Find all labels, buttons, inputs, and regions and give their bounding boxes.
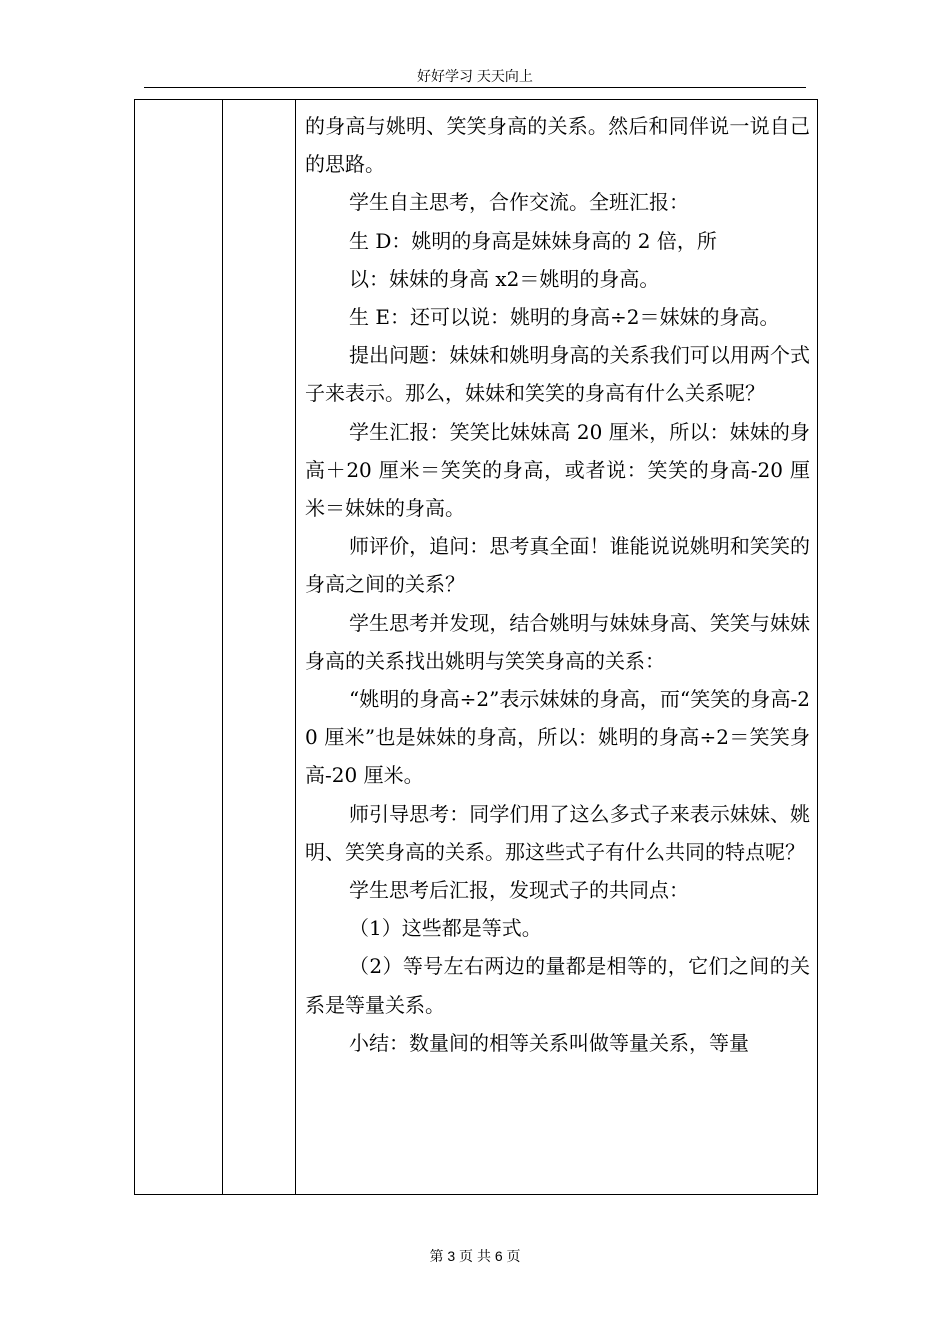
table-column-divider-2 <box>295 100 296 1194</box>
paragraph: 小结：数量间的相等关系叫做等量关系，等量 <box>349 1030 749 1055</box>
paragraph: “姚明的身高÷2”表示妹妹的身高，而“笑笑的身高-20 厘米”也是妹妹的身高，所以：姚明的身高÷2＝笑笑身高-20 厘米。 <box>305 687 810 788</box>
paragraph: 学生思考后汇报，发现式子的共同点： <box>349 878 689 903</box>
paragraph: 提出问题：妹妹和姚明身高的关系我们可以用两个式子来表示。那么，妹妹和笑笑的身高有什么关系呢？ <box>305 343 810 406</box>
paragraph: 师评价，追问：思考真全面！谁能说说姚明和笑笑的身高之间的关系？ <box>305 534 810 597</box>
paragraph: 的身高与姚明、笑笑身高的关系。然后和同伴说一说自己的思路。 <box>305 114 810 177</box>
header-rule <box>144 87 806 88</box>
paragraph: 师引导思考：同学们用了这么多式子来表示妹妹、姚明、笑笑身高的关系。那这些式子有什么共同的特点呢？ <box>305 801 810 864</box>
paragraph: 生 D：姚明的身高是妹妹身高的 2 倍，所 <box>349 228 717 253</box>
paragraph: 学生思考并发现，结合姚明与妹妹身高、笑笑与妹妹身高的关系找出姚明与笑笑身高的关系： <box>305 610 810 673</box>
paragraph: 生 E：还可以说：姚明的身高÷2＝妹妹的身高。 <box>349 305 780 330</box>
paragraph: 学生汇报：笑笑比妹妹高 20 厘米，所以：妹妹的身高＋20 厘米＝笑笑的身高，或者说：笑笑的身高-20 厘米＝妹妹的身高。 <box>305 419 810 521</box>
page-footer: 第 3 页 共 6 页 <box>429 1248 521 1264</box>
table-column-divider-1 <box>222 100 223 1194</box>
page-header: 好好学习 天天向上 <box>417 68 533 84</box>
paragraph: （2）等号左右两边的量都是相等的，它们之间的关系是等量关系。 <box>305 954 810 1017</box>
paragraph: （1）这些都是等式。 <box>349 916 542 941</box>
paragraph: 以：妹妹的身高 x2＝姚明的身高。 <box>349 266 660 291</box>
lesson-content <box>305 107 810 1062</box>
paragraph: 学生自主思考，合作交流。全班汇报： <box>349 190 689 215</box>
